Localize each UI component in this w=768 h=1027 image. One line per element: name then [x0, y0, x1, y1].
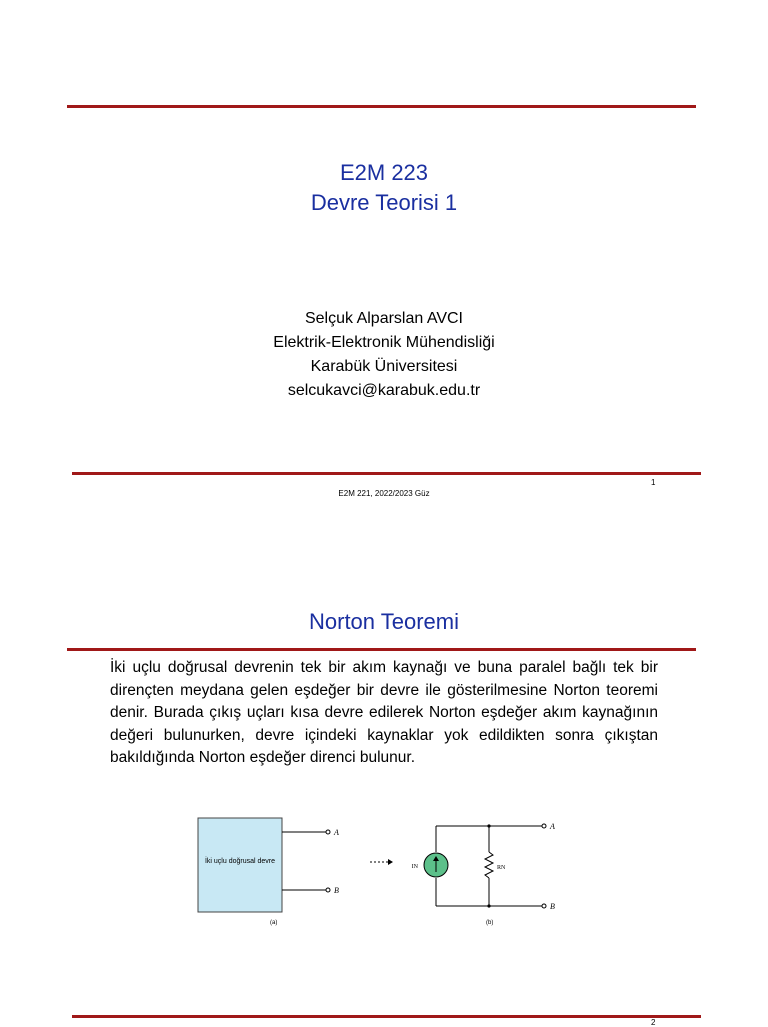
caption-b: (b) [486, 920, 494, 926]
norton-figure [190, 814, 580, 930]
transform-arrow-head [388, 859, 393, 865]
footer-slide-1: E2M 221, 2022/2023 Güz [338, 489, 430, 498]
caption-a: (a) [270, 920, 278, 926]
terminal-a-label-2: A [550, 822, 555, 831]
terminal-a-label-1: A [334, 828, 339, 837]
department: Elektrik-Elektronik Mühendisliği [273, 334, 495, 351]
node-top [487, 824, 490, 827]
bottom-rule-slide-2 [72, 1015, 701, 1018]
page-number-slide-2: 2 [651, 1018, 656, 1027]
page-number-slide-1: 1 [651, 478, 656, 487]
university: Karabük Üniversitesi [310, 358, 458, 375]
course-code: E2M 223 [339, 160, 429, 185]
course-name: Devre Teorisi 1 [310, 190, 458, 215]
top-rule-slide-1 [67, 105, 696, 108]
terminal-b-label-1: B [334, 886, 339, 895]
terminal-a-2 [542, 824, 546, 828]
top-rule-slide-2 [67, 648, 696, 651]
current-source-label: IN [411, 864, 418, 870]
linear-circuit-box-label: İki uçlu doğrusal devre [204, 858, 276, 865]
terminal-b-label-2: B [550, 902, 555, 911]
resistor-label: RN [497, 865, 506, 871]
norton-circuit-diagram [190, 814, 580, 930]
linear-circuit-box [198, 818, 282, 912]
email: selcukavci@karabuk.edu.tr [287, 382, 481, 399]
bottom-rule-slide-1 [72, 472, 701, 475]
norton-paragraph: İki uçlu doğrusal devrenin tek bir akım kaynağı ve buna paralel bağlı tek bir dirençten meydana gelen eşdeğer bir devre ile gösterilmesine Norton teoremi denir. Burada çıkış uçları kısa devre edilerek Norton eşdeğer akım kaynağının değeri bulunurken, devre içindeki kaynaklar yok edildikten sonra çıkıştan bakıldığında Norton eşdeğer direnci bulunur. [110, 659, 658, 766]
author-name: Selçuk Alparslan AVCI [304, 310, 463, 327]
node-bottom [487, 904, 490, 907]
terminal-b-1 [326, 888, 330, 892]
slide-2-title: Norton Teoremi [309, 609, 459, 634]
resistor [485, 852, 493, 878]
terminal-b-2 [542, 904, 546, 908]
terminal-a-1 [326, 830, 330, 834]
